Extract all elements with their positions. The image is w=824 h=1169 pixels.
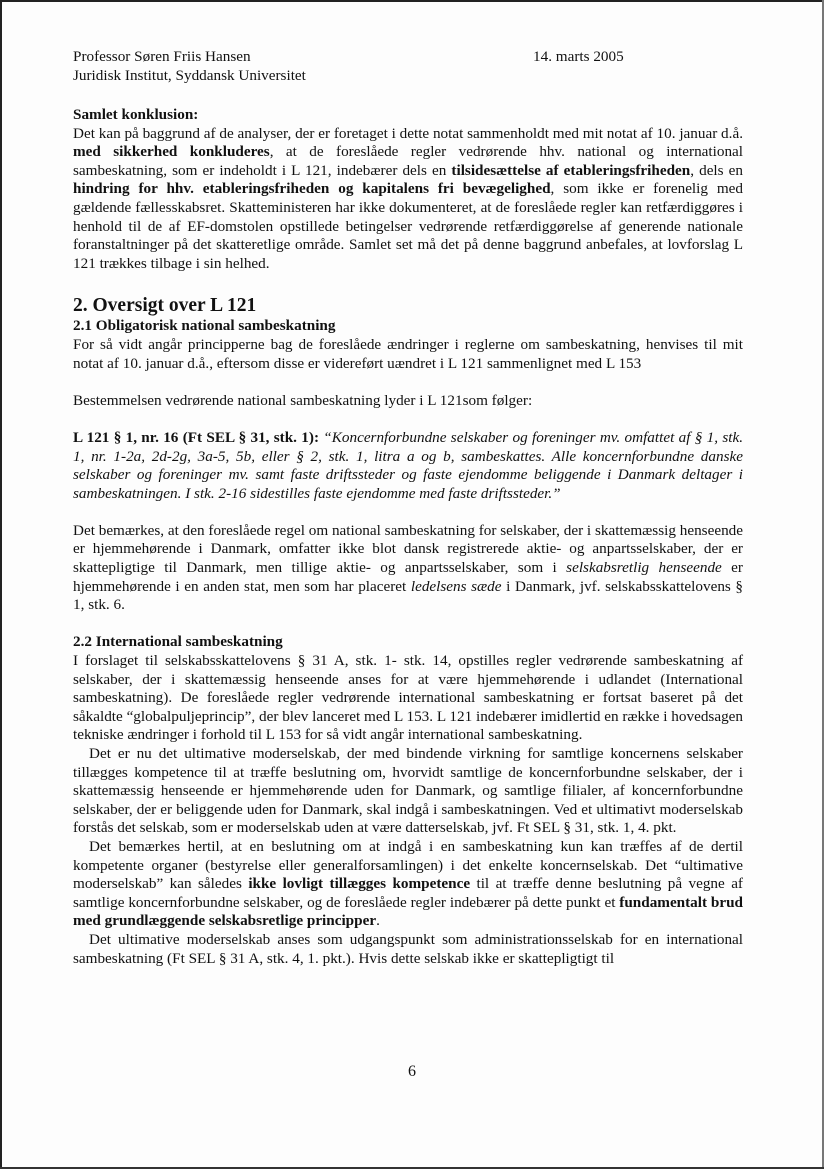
header-date: 14. marts 2005 xyxy=(533,48,624,65)
conclusion-text-1: Det kan på baggrund af de analyser, der er foretaget i dette notat sammenholdt med mit notat af 10. januar d.å. xyxy=(73,124,743,142)
p3-text-c: i Danmark, jvf. selskabsskattelovens § 1, stk. 6. xyxy=(73,577,744,614)
header-institution: Juridisk Institut, Syddansk Universitet xyxy=(73,66,306,84)
header-author-block xyxy=(73,48,306,85)
conclusion-text-2: , at de foreslåede regler vedrørende hhv. national og international sambeskatning, som er indeholdt i L 121, indebærer dels en xyxy=(73,143,743,179)
header-author: Professor Søren Friis Hansen xyxy=(73,48,251,65)
conclusion-bold-2: tilsidesættelse af etableringsfriheden xyxy=(451,161,691,179)
s22-p3-bold-1: ikke lovligt tillægges kompetence xyxy=(248,875,471,893)
conclusion-text-4: , som ikke er forenelig med gældende fællesskabsret. Skatteministeren har ikke dokumenteret, at de foreslåede regler kan retfærdiggøres i henhold til de af EF-domstolen opstillede betingelser vedrørende retfærdiggørelse af generende nationale foranstaltninger på det skatteretlige område. Samlet set må det på denne baggrund anbefales, at lovforslag L 121 trækkes tilbage i sin helhed. xyxy=(73,180,743,272)
section-2-1-paragraph-3 xyxy=(73,522,743,615)
conclusion-text-3: , dels en xyxy=(690,161,743,179)
section-2-1-paragraph-2: Bestemmelsen vedrørende national sambeskatning lyder i L 121som følger: xyxy=(73,391,533,409)
s22-p3-text-c: . xyxy=(376,912,380,930)
scan-edge-left xyxy=(0,0,2,1169)
s22-p3-bold-2: fundamentalt brud med grundlæggende selskabsretlige principper xyxy=(73,893,743,930)
conclusion-bold-1: med sikkerhed konkluderes xyxy=(73,143,270,161)
section-2-2-heading: 2.2 International sambeskatning xyxy=(73,633,283,651)
conclusion-heading: Samlet konklusion: xyxy=(73,106,199,123)
p3-text-a: Det bemærkes, at den foreslåede regel om national sambeskatning for selskaber, der i skattemæssig henseende er hjemmehørende i Danmark, omfatter ikke blot dansk registrerede aktie- og anpartsselskaber, der er skattepligtige til Danmark, men tillige aktie- og anpartsselskaber, som i xyxy=(73,521,743,577)
s22-p3-text-a: Det bemærkes hertil, at en beslutning om at indgå i en sambeskatning kun kan træffes af de dertil kompetente organer (bestyrelse eller generalforsamlingen) i det enkelte koncernselskab. Det “ultimative moderselskab” kan således xyxy=(73,837,743,893)
document-body xyxy=(73,106,743,968)
statute-text: “Koncernforbundne selskaber og foreninger mv. omfattet af § 1, stk. 1, nr. 1-2a, 2d-2g, 3a-5, 5b, eller § 2, stk. 1, litra a og b, sambeskattes. Alle koncernforbundne danske selskaber og foreninger mv. samt faste driftssteder og faste ejendomme beliggende i Danmark deltager i sambeskatningen. I stk. 2-16 sidestilles faste ejendomme med faste driftssteder.” xyxy=(73,428,743,502)
p3-italic-1: selskabsretlig henseende xyxy=(566,559,722,577)
statute-reference: L 121 § 1, nr. 16 (Ft SEL § 31, stk. 1): xyxy=(73,428,319,446)
section-2-heading: 2. Oversigt over L 121 xyxy=(73,295,257,317)
conclusion-bold-3: hindring for hhv. etableringsfriheden og kapitalens fri bevægelighed xyxy=(73,180,551,198)
section-2-2-paragraph-2: Det er nu det ultimative moderselskab, der med bindende virkning for samtlige koncernens selskaber tillægges kompetence til at træffe beslutning om, hvorvidt samtlige de koncernforbundne selskaber, der i skattemæssig henseende er hjemmehørende uden for Danmark, og samtlige filialer, af koncernforbundne selskaber, der er beliggende uden for Danmark, skal indgå i sambeskatningen. Ved et ultimativt moderselskab forstås det selskab, som er moderselskab uden at være datterselskab, jvf. Ft SEL § 31, stk. 1, 4. pkt. xyxy=(73,745,743,837)
section-2-1-heading: 2.1 Obligatorisk national sambeskatning xyxy=(73,317,336,335)
section-2-2-paragraph-4: Det ultimative moderselskab anses som udgangspunkt som administrationsselskab for en international sambeskatning (Ft SEL § 31 A, stk. 4, 1. pkt.). Hvis dette selskab ikke er skattepligtigt til xyxy=(73,930,743,967)
p3-italic-2: ledelsens sæde xyxy=(410,577,502,595)
scan-edge-top xyxy=(0,0,824,2)
section-2-1-paragraph-1: For så vidt angår principperne bag de foreslåede ændringer i reglerne om sambeskatning, henvises til mit notat af 10. januar d.å., eftersom disse er videreført uændret i L 121 sammenlignet med L 153 xyxy=(73,335,743,372)
statute-quote xyxy=(73,429,743,503)
section-2-2-paragraph-3 xyxy=(73,838,743,931)
conclusion-paragraph xyxy=(73,125,743,274)
p3-text-b: er hjemmehørende i en anden stat, men som har placeret xyxy=(73,559,743,595)
s22-p3-text-b: til at træffe denne beslutning på vegne af samtlige koncernforbundne selskaber, og de foreslåede regler indebærer på dette punkt et xyxy=(73,875,743,911)
section-2-2-paragraph-1: I forslaget til selskabsskattelovens § 31 A, stk. 1- stk. 14, opstilles regler vedrørende sambeskatning af selskaber, der i skattemæssig henseende anses for at være hjemmehørende i udlandet (International sambeskatning). De foreslåede regler vedrørende international sambeskatning er fortsat baseret på det såkaldte “globalpuljeprincip”, der blev lanceret med L 153. L 121 indebærer imidlertid en række i hovedsagen tekniske ændringer i forhold til L 153 for så vidt angår international sambeskatning. xyxy=(73,652,743,744)
page-number: 6 xyxy=(408,1063,416,1080)
